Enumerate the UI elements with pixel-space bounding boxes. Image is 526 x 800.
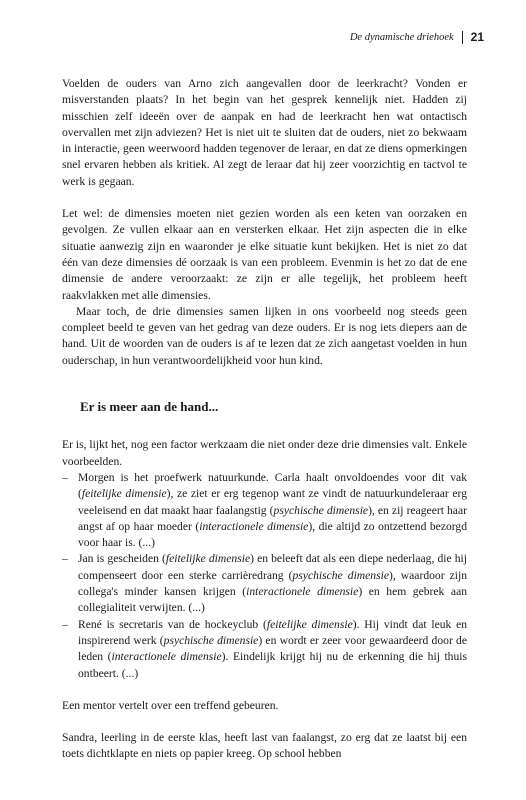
term-psychische: psychische dimensie	[273, 503, 369, 517]
paragraph-gap	[62, 714, 467, 730]
running-head-divider	[462, 31, 463, 44]
quote-block: Sandra, leerling in de eerste klas, heeft last van faalangst, zo erg dat ze laatst bij een toets dichtklapte en niets op papier kreeg. Op school hebben	[62, 731, 467, 761]
list-dash: –	[62, 552, 68, 566]
running-head	[350, 30, 484, 44]
list-dash: –	[62, 617, 68, 631]
term-psychische: psychische dimensie	[163, 633, 259, 647]
term-interactionele: interactionele dimensie	[199, 519, 309, 533]
paragraph-2: Let wel: de dimensies moeten niet gezien worden als een keten van oorzaken en gevolgen. Ze vullen elkaar aan en versterken elkaar. Het zijn aspecten die in elke situatie aanwezig zijn en waaronder je elke situatie kunt bekijken. Het is niet zo dat één van deze dimensies dé oorzaak is van een probleem. Evenmin is het zo dat de ene dimensie de andere veroorzaakt: ze zijn er alle tegelijk, het probleem heeft raakvlakken met alle dimensies.	[62, 207, 467, 302]
list-item: – Jan is gescheiden (feitelijke dimensie) en beleeft dat als een diepe nederlaag, die hij compenseert door een sterke carrièredrang (psychische dimensie), waardoor zijn collega's minder kansen krijgen (interactionele dimensie) en hem gebrek aan collegialiteit verwijten. (...)	[62, 552, 468, 615]
term-feitelijke: feitelijke dimensie	[165, 552, 251, 566]
term-feitelijke: feitelijke dimensie	[81, 487, 167, 501]
running-head-title: De dynamische driehoek	[349, 31, 454, 43]
list-item: – René is secretaris van de hockeyclub (feitelijke dimensie). Hij vindt dat leuk en inspirerend werk (psychische dimensie) en wordt er zeer voor gewaardeerd door de leden (interactionele dimensie). Eindelijk krijgt hij nu de erkenning die hij thuis ontbeert. (...)	[62, 617, 468, 680]
mentor-line: Een mentor vertelt over een treffend gebeuren.	[62, 698, 279, 712]
paragraph-gap	[62, 682, 467, 698]
paragraph-1: Voelden de ouders van Arno zich aangevallen door de leerkracht? Vonden er misverstanden plaats? In het begin van het gesprek kennelijk niet. Hadden zij misschien zelf ideeën over de aanpak en had de leerkracht hen wat ontactisch overvallen met zijn adviezen? Het is niet uit te sluiten dat de ouders, niet zo bekwaam in interactie, geen weerwoord hadden tegenover de leraar, en dat ze diens opmerkingen snel ervaren hebben als kritiek. Al zegt de leraar dat hij zeer voorzichtig en tactvol te werk is gegaan.	[62, 77, 467, 188]
term-interactionele: interactionele dimensie	[111, 650, 222, 664]
list-item: – Morgen is het proefwerk natuurkunde. Carla haalt onvoldoendes voor dit vak (feitelijke dimensie), ze ziet er erg tegenop want ze vindt de natuurkundeleraar erg veeleisend en dat maakt haar faalangstig (psychische dimensie), en zij reageert haar angst af op haar moeder (interactionele dimensie), die altijd zo ontzettend bezorgd voor haar is. (...)	[62, 470, 468, 550]
term-psychische: psychische dimensie	[292, 568, 389, 582]
paragraph-gap	[62, 190, 467, 206]
section-intro: Er is, lijkt het, nog een factor werkzaam die niet onder deze drie dimensies valt. Enkele voorbeelden.	[62, 438, 467, 468]
examples-list	[62, 470, 467, 682]
section-heading: Er is meer aan de hand...	[80, 399, 219, 415]
paragraph-3: Maar toch, de drie dimensies samen lijken in ons voorbeeld nog steeds geen compleet beeld te geven van het gedrag van deze ouders. Er is nog iets diepers aan de hand. Uit de woorden van de ouders is af te lezen dat ze zich aangetast voelden in hun ouderschap, in hun verantwoordelijkheid voor hun kind.	[62, 304, 467, 367]
page-body	[62, 76, 467, 763]
term-interactionele: interactionele dimensie	[246, 585, 359, 599]
term-feitelijke: feitelijke dimensie	[266, 617, 353, 631]
page-number: 21	[470, 30, 484, 44]
list-dash: –	[62, 470, 68, 484]
